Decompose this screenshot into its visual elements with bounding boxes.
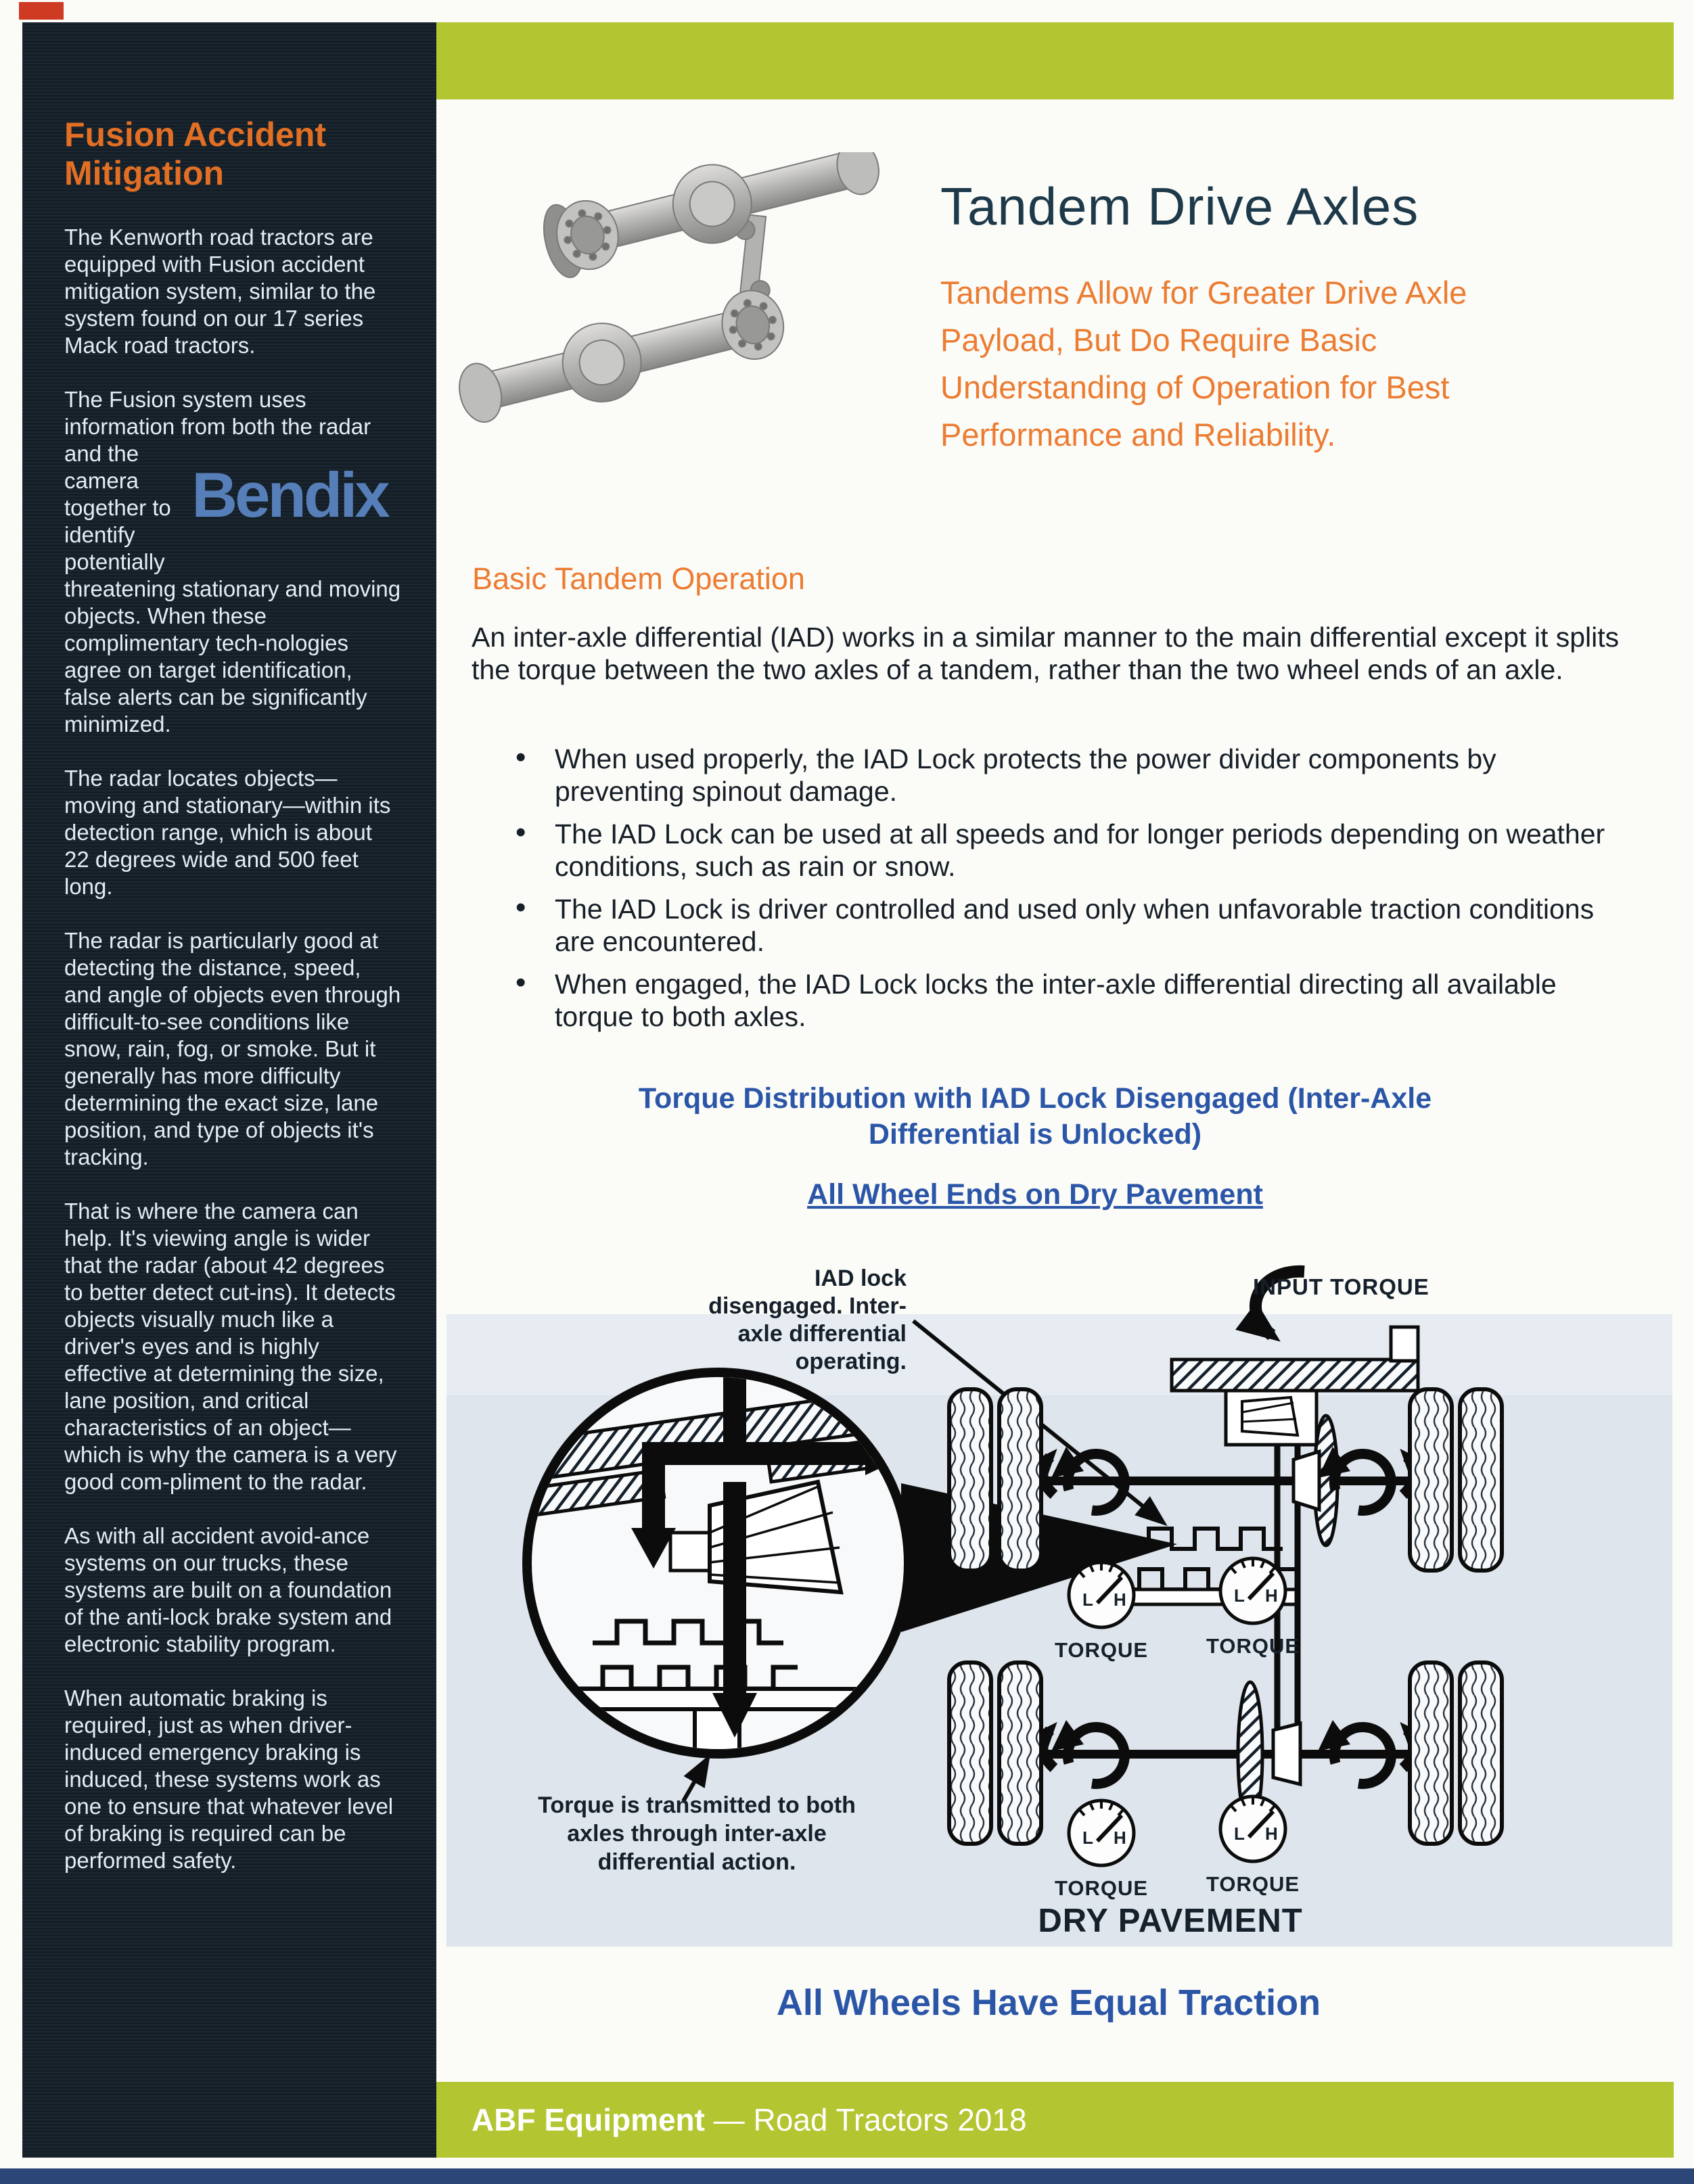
torque-label: TORQUE bbox=[1206, 1872, 1300, 1896]
iad-callout-label: IAD lock disengaged. Inter-axle differential operating. bbox=[708, 1265, 907, 1374]
top-accent-bar bbox=[436, 22, 1674, 99]
sidebar-paragraph: The radar is particularly good at detecting the distance, speed, and angle of objects even through difficult-to-see conditions like snow, rain, fog, or smoke. But it generally has more difficulty determining the exact size, lane position, and type of objects it's tracking. bbox=[64, 928, 401, 1169]
bendix-logo bbox=[178, 444, 401, 546]
footer-subtitle: — Road Tractors 2018 bbox=[704, 2102, 1027, 2137]
dry-pavement-heading: All Wheel Ends on Dry Pavement bbox=[807, 1178, 1263, 1211]
tire bbox=[1460, 1663, 1502, 1844]
tire bbox=[1460, 1389, 1502, 1571]
bottom-edge-strip bbox=[0, 2168, 1694, 2184]
section-heading: Basic Tandem Operation bbox=[472, 561, 805, 596]
tandem-axles-photo bbox=[443, 152, 923, 443]
bullet-list bbox=[516, 743, 1611, 1043]
bevel-pinion bbox=[1273, 1723, 1300, 1784]
page-title: Tandem Drive Axles bbox=[940, 177, 1419, 236]
dry-pavement-label: DRY PAVEMENT bbox=[1038, 1903, 1303, 1939]
sidebar-paragraph: That is where the camera can help. It's viewing angle is wider that the radar (about 42 degrees to better detect cut-ins). It detects objects visually much like a driver's eyes and is highly effective at determining the size, lane position, and critical characteristics of an object—which is why the camera is a very good com-pliment to the radar. bbox=[64, 1199, 397, 1494]
torque-label: TORQUE bbox=[1054, 1638, 1149, 1662]
gauge-low-label: L bbox=[1234, 1585, 1245, 1606]
sidebar bbox=[22, 22, 436, 2158]
diagram-panel-band bbox=[447, 1314, 1672, 1395]
gauge-high-label: H bbox=[1114, 1828, 1126, 1848]
gauge-high-label: H bbox=[1114, 1589, 1126, 1610]
footer-title: ABF Equipment bbox=[472, 2102, 705, 2137]
footer-bar bbox=[436, 2082, 1674, 2158]
axle-assemblies bbox=[443, 152, 918, 436]
gauge-high-label: H bbox=[1265, 1585, 1278, 1606]
tire bbox=[1410, 1389, 1452, 1571]
tire bbox=[949, 1389, 991, 1571]
torque-label: TORQUE bbox=[1206, 1634, 1300, 1658]
sidebar-paragraph: As with all accident avoid-ance systems on our trucks, these systems are built on a foundation of the anti-lock brake system and electronic stability program. bbox=[64, 1523, 392, 1656]
gauge-high-label: H bbox=[1265, 1823, 1278, 1844]
input-torque-label: INPUT TORQUE bbox=[1253, 1274, 1429, 1299]
tire bbox=[999, 1389, 1041, 1571]
bullet-item: • The IAD Lock can be used at all speeds and for longer periods depending on weather conditions, such as rain or snow. bbox=[516, 818, 1611, 883]
page-subtitle: Tandems Allow for Greater Drive Axle Payload, But Do Require Basic Understanding of Operation for Best Performance and Reliability. bbox=[940, 275, 1467, 452]
tire bbox=[1410, 1663, 1452, 1844]
sidebar-paragraph: The radar locates objects—moving and stationary—within its detection range, which is about 22 degrees wide and 500 feet long. bbox=[64, 766, 391, 899]
scan-red-mark bbox=[19, 2, 64, 20]
sidebar-paragraph: When automatic braking is required, just as when driver-induced emergency braking is induced, these systems work as one to ensure that whatever level of braking is required can be performed safety. bbox=[64, 1686, 394, 1873]
gauge-low-label: L bbox=[1082, 1589, 1093, 1610]
bullet-item: • The IAD Lock is driver controlled and used only when unfavorable traction conditions are encountered. bbox=[516, 893, 1611, 958]
fusion-text-pre: The Fusion system uses information from both the bbox=[64, 387, 319, 439]
bullet-item: • When engaged, the IAD Lock locks the inter-axle differential directing all available torque to both axles. bbox=[516, 968, 1611, 1033]
torque-label: TORQUE bbox=[1054, 1876, 1149, 1900]
sidebar-paragraph-fusion bbox=[64, 386, 401, 738]
bevel-pinion bbox=[1294, 1451, 1319, 1510]
torque-distribution-heading: Torque Distribution with IAD Lock Disengaged (Inter-Axle Differential is Unlocked) bbox=[638, 1082, 1432, 1151]
traction-heading: All Wheels Have Equal Traction bbox=[776, 1982, 1321, 2023]
tire bbox=[999, 1663, 1041, 1844]
sidebar-heading: Fusion Accident Mitigation bbox=[64, 116, 327, 192]
diagram-caption: Torque is transmitted to both axles through inter-axle differential action. bbox=[538, 1792, 856, 1875]
gauge-low-label: L bbox=[1234, 1823, 1245, 1844]
fusion-text-post: radar and the camera together to identify potentially threatening stationary and moving objects. When these complimentary tech-nologies agree on target identification, false alerts can be significantly minimized. bbox=[64, 414, 401, 737]
bendix-wordmark: Bendix bbox=[191, 459, 388, 530]
sidebar-paragraph: The Kenworth road tractors are equipped with Fusion accident mitigation system, similar to the system found on our 17 series Mack road tractors. bbox=[64, 225, 376, 358]
gauge-low-label: L bbox=[1082, 1828, 1093, 1848]
intro-paragraph: An inter-axle differential (IAD) works in a similar manner to the main differential except it splits the torque between the two axles of a tandem, rather than the two wheel ends of an axle. bbox=[472, 622, 1620, 685]
bullet-item: • When used properly, the IAD Lock protects the power divider components by preventing spinout damage. bbox=[516, 743, 1611, 808]
tire bbox=[949, 1663, 991, 1844]
